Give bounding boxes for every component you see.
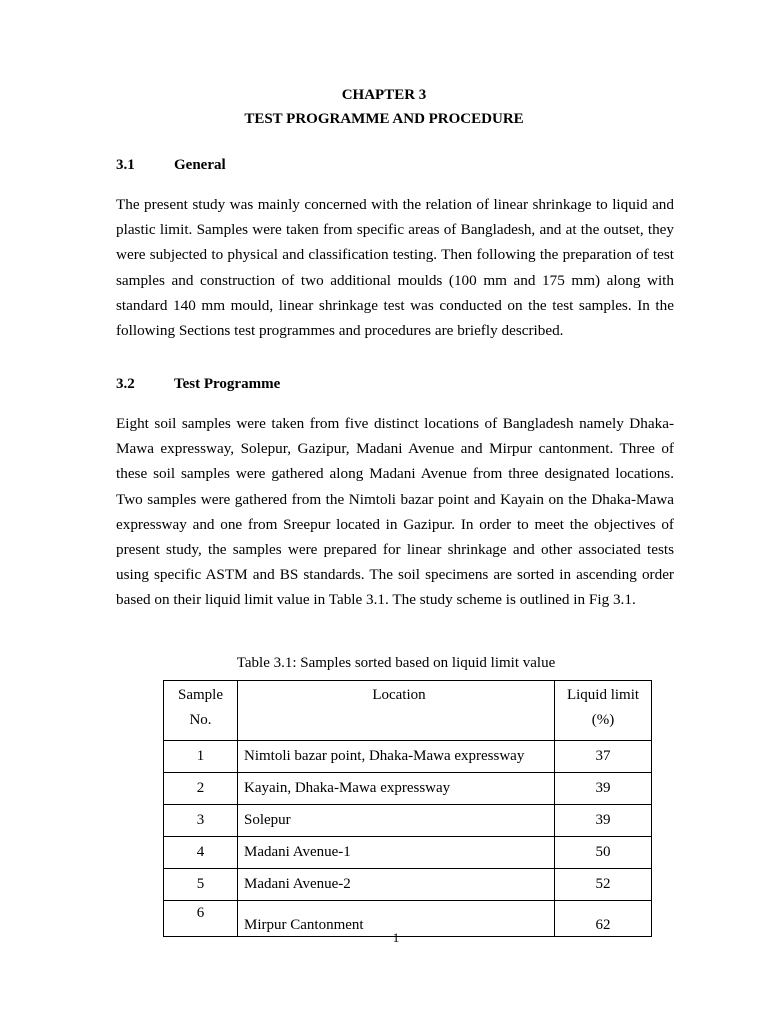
- cell-liquid-limit: 39: [555, 773, 652, 805]
- cell-sample-no: 6: [164, 901, 238, 937]
- cell-location: Nimtoli bazar point, Dhaka-Mawa expressway: [238, 741, 555, 773]
- cell-location: Kayain, Dhaka-Mawa expressway: [238, 773, 555, 805]
- cell-sample-no: 1: [164, 741, 238, 773]
- cell-liquid-limit: 52: [555, 869, 652, 901]
- section-3-2-number: 3.2: [116, 376, 135, 392]
- cell-liquid-limit: 37: [555, 741, 652, 773]
- cell-location: Madani Avenue-2: [238, 869, 555, 901]
- header-sample-no: Sample No.: [164, 681, 238, 741]
- liquid-limit-table: [163, 680, 652, 937]
- table-row: [164, 773, 652, 805]
- cell-location: Mirpur Cantonment: [238, 901, 555, 937]
- cell-sample-no: 4: [164, 837, 238, 869]
- table-caption: Table 3.1: Samples sorted based on liquid limit value: [236, 655, 556, 671]
- section-3-1-paragraph: The present study was mainly concerned with the relation of linear shrinkage to liquid and plastic limit. Samples were taken from specific areas of Bangladesh, and at the outset, they were subjected to physical and classification testing. Then following the preparation of test samples and construction of two additional moulds (100 mm and 175 mm) along with standard 140 mm mould, linear shrinkage test was conducted on the test samples. In the following Sections test programmes and procedures are briefly described.: [116, 196, 674, 340]
- section-3-1-title: General: [174, 157, 226, 173]
- table-row: [164, 805, 652, 837]
- section-3-1-number: 3.1: [116, 157, 135, 173]
- cell-sample-no: 2: [164, 773, 238, 805]
- section-3-2-paragraph: Eight soil samples were taken from five distinct locations of Bangladesh namely Dhaka-Mawa expressway, Solepur, Gazipur, Madani Avenue and Mirpur cantonment. Three of these soil samples were gathered along Madani Avenue from three designated locations. Two samples were gathered from the Nimtoli bazar point and Kayain on the Dhaka-Mawa expressway and one from Sreepur located in Gazipur. In order to meet the objectives of present study, the samples were prepared for linear shrinkage and other associated tests using specific ASTM and BS standards. The soil specimens are sorted in ascending order based on their liquid limit value in Table 3.1. The study scheme is outlined in Fig 3.1.: [116, 415, 674, 609]
- header-liquid-limit: Liquid limit (%): [555, 681, 652, 741]
- chapter-title: TEST PROGRAMME AND PROCEDURE: [244, 111, 524, 127]
- cell-liquid-limit: 50: [555, 837, 652, 869]
- table-row: [164, 741, 652, 773]
- cell-location: Solepur: [238, 805, 555, 837]
- cell-liquid-limit: 39: [555, 805, 652, 837]
- page-number: 1: [392, 930, 400, 945]
- cell-sample-no: 5: [164, 869, 238, 901]
- table-row: [164, 869, 652, 901]
- cell-sample-no: 3: [164, 805, 238, 837]
- section-3-2-title: Test Programme: [174, 376, 281, 392]
- cell-liquid-limit: 62: [555, 901, 652, 937]
- cell-location: Madani Avenue-1: [238, 837, 555, 869]
- header-location: Location: [238, 681, 555, 741]
- chapter-number: CHAPTER 3: [341, 87, 427, 103]
- table-header-row: [164, 681, 652, 741]
- table-row: [164, 837, 652, 869]
